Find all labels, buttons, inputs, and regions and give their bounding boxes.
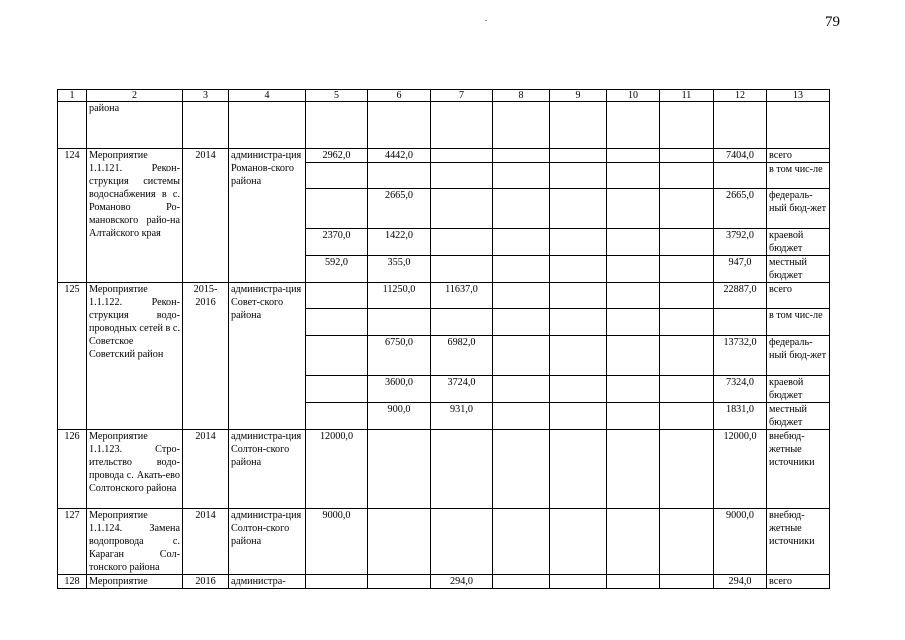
amount-cell-col7 (431, 189, 493, 229)
empty-cell-col8 (493, 256, 550, 283)
empty-cell-col11 (660, 403, 714, 430)
executor-cell: администра-ция Совет-ского района (229, 283, 306, 430)
amount-cell-col7 (431, 149, 493, 163)
amount-cell-col5: 2370,0 (306, 229, 368, 256)
empty-cell-col8 (493, 229, 550, 256)
amount-cell-col5 (306, 376, 368, 403)
total-cell-col12: 22887,0 (714, 283, 767, 309)
empty-cell-col8 (493, 189, 550, 229)
executor-cell: администра-ция Солтон-ского района (229, 430, 306, 509)
amount-cell-col5: 592,0 (306, 256, 368, 283)
empty-cell-col10 (607, 229, 660, 256)
header-cell: 13 (767, 90, 830, 102)
empty-cell-col9 (550, 256, 607, 283)
year-cell: 2014 (183, 149, 229, 283)
empty-cell-col10 (607, 430, 660, 509)
amount-cell-col7 (431, 430, 493, 509)
empty-cell-col11 (660, 575, 714, 589)
amount-cell-col5 (306, 283, 368, 309)
empty-cell-col11 (660, 163, 714, 189)
empty-cell-col9 (550, 403, 607, 430)
empty-cell-col11 (660, 149, 714, 163)
empty-cell-col9 (550, 376, 607, 403)
total-cell-col12: 1831,0 (714, 403, 767, 430)
empty-cell-col10 (607, 309, 660, 336)
table-row (58, 430, 830, 509)
amount-cell-col5 (306, 309, 368, 336)
table-row (58, 283, 830, 309)
empty-cell-col10 (607, 336, 660, 376)
total-cell-col12 (714, 309, 767, 336)
header-cell: 1 (58, 90, 87, 102)
budget-table (57, 89, 830, 589)
total-cell-col12 (714, 163, 767, 189)
amount-cell-col6: 4442,0 (368, 149, 431, 163)
funding-source-cell: федераль-ный бюд-жет (767, 336, 830, 376)
amount-cell-col7 (431, 309, 493, 336)
funding-source-cell: федераль-ный бюд-жет (767, 189, 830, 229)
empty-cell-col9 (550, 509, 607, 575)
scan-speck (485, 20, 487, 21)
table-row (58, 149, 830, 163)
empty-cell-col11 (660, 336, 714, 376)
empty-cell-col10 (607, 163, 660, 189)
measure-name-cell: Мероприятие 1.1.123. Стро-ительство водо-провода с. Акать-ево Солтонского района (87, 430, 183, 509)
row-id-cell: 126 (58, 430, 87, 509)
amount-cell-col6: 11250,0 (368, 283, 431, 309)
funding-source-cell: местный бюджет (767, 256, 830, 283)
amount-cell-col7: 6982,0 (431, 336, 493, 376)
amount-cell-col7 (431, 163, 493, 189)
empty-cell-col9 (550, 336, 607, 376)
executor-cell: администра-ция Романов-ского района (229, 149, 306, 283)
measure-name-cell: Мероприятие 1.1.121. Рекон-струкция системы водоснабжения в с. Романово Ро-мановского райо-на Алтайского края (87, 149, 183, 283)
amount-cell-col7: 931,0 (431, 403, 493, 430)
executor-cell: администра-ция Солтон-ского района (229, 509, 306, 575)
page-number: 79 (825, 14, 840, 30)
header-cell: 3 (183, 90, 229, 102)
empty-cell-col9 (550, 575, 607, 589)
row-id-cell (58, 102, 87, 149)
amount-cell-col5 (306, 336, 368, 376)
empty-cell-col10 (607, 575, 660, 589)
amount-cell-col7: 3724,0 (431, 376, 493, 403)
continuation-row (58, 102, 830, 149)
amount-cell-col6: 3600,0 (368, 376, 431, 403)
amount-cell-col6 (368, 430, 431, 509)
empty-cell-col10 (607, 256, 660, 283)
amount-cell-col6: 355,0 (368, 256, 431, 283)
year-cell: 2015-2016 (183, 283, 229, 430)
amount-cell-col6: 900,0 (368, 403, 431, 430)
row-id-cell: 125 (58, 283, 87, 430)
empty-cell-col10 (607, 189, 660, 229)
funding-source-cell: всего (767, 575, 830, 589)
header-cell: 2 (87, 90, 183, 102)
amount-cell-col5: 12000,0 (306, 430, 368, 509)
amount-cell-col6 (368, 163, 431, 189)
total-cell-col12: 947,0 (714, 256, 767, 283)
row-id-cell: 127 (58, 509, 87, 575)
executor-cell: администра- (229, 575, 306, 589)
amount-cell-col6: 1422,0 (368, 229, 431, 256)
header-cell: 6 (368, 90, 431, 102)
year-cell: 2014 (183, 430, 229, 509)
year-cell: 2014 (183, 509, 229, 575)
empty-cell-col11 (660, 256, 714, 283)
funding-source-cell: в том чис-ле (767, 309, 830, 336)
total-cell-col12: 12000,0 (714, 430, 767, 509)
amount-cell-col7: 11637,0 (431, 283, 493, 309)
empty-cell-col10 (607, 403, 660, 430)
empty-cell-col8 (493, 509, 550, 575)
empty-cell-col11 (660, 509, 714, 575)
funding-source-cell: в том чис-ле (767, 163, 830, 189)
amount-cell-col7 (431, 256, 493, 283)
year-cell: 2016 (183, 575, 229, 589)
amount-cell-col7 (431, 229, 493, 256)
total-cell-col12: 2665,0 (714, 189, 767, 229)
funding-source-cell: краевой бюджет (767, 376, 830, 403)
header-cell: 4 (229, 90, 306, 102)
total-cell-col12: 7324,0 (714, 376, 767, 403)
table-row (58, 575, 830, 589)
empty-cell-col8 (493, 376, 550, 403)
empty-cell-col11 (660, 376, 714, 403)
empty-cell-col11 (660, 309, 714, 336)
amount-cell-col5: 2962,0 (306, 149, 368, 163)
amount-cell-col7: 294,0 (431, 575, 493, 589)
header-cell: 8 (493, 90, 550, 102)
header-cell: 12 (714, 90, 767, 102)
empty-cell-col8 (493, 430, 550, 509)
total-cell-col12: 7404,0 (714, 149, 767, 163)
funding-source-cell: краевой бюджет (767, 229, 830, 256)
empty-cell-col10 (607, 509, 660, 575)
header-cell: 9 (550, 90, 607, 102)
funding-source-cell: всего (767, 149, 830, 163)
empty-cell-col11 (660, 430, 714, 509)
empty-cell-col8 (493, 283, 550, 309)
measure-name-cell: Мероприятие (87, 575, 183, 589)
empty-cell-col10 (607, 149, 660, 163)
empty-cell-col9 (550, 229, 607, 256)
amount-cell-col7 (431, 509, 493, 575)
measure-name-cell: Мероприятие 1.1.124. Замена водопровода с. Караган Сол-тонского района (87, 509, 183, 575)
empty-cell-col8 (493, 149, 550, 163)
amount-cell-col6: 6750,0 (368, 336, 431, 376)
empty-cell-col11 (660, 229, 714, 256)
empty-cell-col11 (660, 283, 714, 309)
measure-name-cell: района (87, 102, 183, 149)
funding-source-cell: внебюд-жетные источники (767, 509, 830, 575)
empty-cell-col8 (493, 163, 550, 189)
header-row (58, 90, 830, 102)
empty-cell-col10 (607, 376, 660, 403)
empty-cell-col8 (493, 403, 550, 430)
empty-cell-col9 (550, 430, 607, 509)
empty-cell-col9 (550, 309, 607, 336)
empty-cell-col9 (550, 283, 607, 309)
empty-cell-col8 (493, 575, 550, 589)
total-cell-col12: 3792,0 (714, 229, 767, 256)
row-id-cell: 128 (58, 575, 87, 589)
funding-source-cell: внебюд-жетные источники (767, 430, 830, 509)
amount-cell-col6 (368, 309, 431, 336)
row-id-cell: 124 (58, 149, 87, 283)
total-cell-col12: 9000,0 (714, 509, 767, 575)
empty-cell-col10 (607, 283, 660, 309)
empty-cell-col9 (550, 163, 607, 189)
amount-cell-col5 (306, 189, 368, 229)
empty-cell-col8 (493, 336, 550, 376)
header-cell: 10 (607, 90, 660, 102)
amount-cell-col6: 2665,0 (368, 189, 431, 229)
amount-cell-col5 (306, 403, 368, 430)
empty-cell-col11 (660, 189, 714, 229)
amount-cell-col6 (368, 575, 431, 589)
header-cell: 11 (660, 90, 714, 102)
amount-cell-col5: 9000,0 (306, 509, 368, 575)
header-cell: 7 (431, 90, 493, 102)
empty-cell-col8 (493, 309, 550, 336)
funding-source-cell: всего (767, 283, 830, 309)
amount-cell-col5 (306, 163, 368, 189)
measure-name-cell: Мероприятие 1.1.122. Рекон-струкция водо-проводных сетей в с. Советское Советский район (87, 283, 183, 430)
empty-cell-col9 (550, 189, 607, 229)
empty-cell-col9 (550, 149, 607, 163)
total-cell-col12: 13732,0 (714, 336, 767, 376)
funding-source-cell: местный бюджет (767, 403, 830, 430)
header-cell: 5 (306, 90, 368, 102)
amount-cell-col5 (306, 575, 368, 589)
table-row (58, 509, 830, 575)
amount-cell-col6 (368, 509, 431, 575)
total-cell-col12: 294,0 (714, 575, 767, 589)
